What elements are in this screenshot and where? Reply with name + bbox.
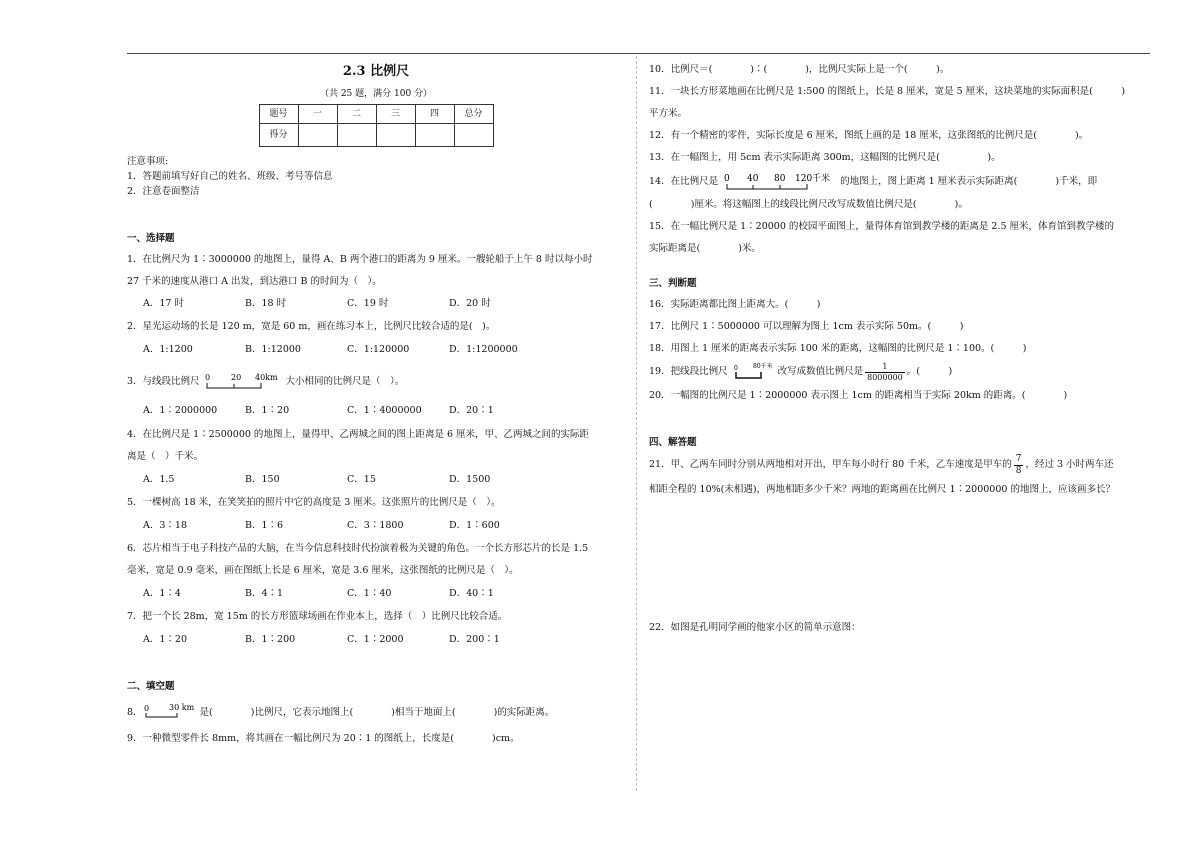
question-15: 15．在一幅比例尺是 1∶20000 的校园平面图上，量得体育馆到教学楼的距离是 2.5 厘米，体育馆到教学楼的 — [649, 221, 1115, 232]
question-2: 2．星光运动场的长是 120 m，宽是 60 m，画在练习本上，比例尺比较合适的是( )。 — [127, 321, 496, 332]
question-4: 4．在比例尺是 1∶2500000 的地图上，量得甲、乙两城之间的图上距离是 6 厘米，甲、乙两城之间的实际距 — [127, 429, 590, 440]
option[interactable]: C．1:120000 — [347, 344, 410, 355]
option[interactable]: A．1∶4 — [143, 588, 181, 599]
option[interactable]: C．1∶2000 — [347, 634, 404, 645]
question-8-number: 8． — [127, 707, 143, 718]
fraction-denominator: 8 — [1015, 465, 1022, 476]
options-q2 — [127, 344, 625, 356]
option[interactable]: B．1∶200 — [245, 634, 296, 645]
question-14-text: 的地图上，图上距离 1 厘米表示实际距离( )千米，即 — [840, 176, 1098, 187]
option[interactable]: A．1∶2000000 — [143, 405, 218, 416]
right-column — [649, 60, 1149, 634]
score-cell: 一 — [298, 105, 337, 124]
options-q3 — [127, 405, 625, 417]
score-cell: 三 — [376, 105, 415, 124]
scale-label: 40 — [747, 174, 759, 184]
option[interactable]: A．3∶18 — [143, 520, 187, 531]
question-5: 5．一棵树高 18 米，在笑笑拍的照片中它的高度是 3 厘米。这张照片的比例尺是（ ）。 — [127, 497, 501, 508]
scale-label: 0 — [143, 704, 149, 713]
line-scale-bar-q8 — [143, 703, 199, 723]
option[interactable]: D．1:1200000 — [449, 344, 518, 355]
option[interactable]: D．40∶1 — [449, 588, 494, 599]
fraction — [865, 362, 905, 383]
options-q6 — [127, 588, 625, 600]
option[interactable]: B．1∶6 — [245, 520, 284, 531]
scale-label: 120千米 — [795, 174, 831, 184]
score-input-cell[interactable] — [376, 124, 415, 147]
question-20: 20．一幅图的比例尺是 1∶2000000 表示图上 1cm 的距离相当于实际 20km 的距离。( ) — [649, 390, 1068, 401]
option[interactable]: D．1∶600 — [449, 520, 500, 531]
option[interactable]: D．20∶1 — [449, 405, 494, 416]
scale-label: 0 — [204, 373, 210, 382]
score-table-score-row — [259, 124, 493, 147]
score-table-header-row — [259, 105, 493, 124]
line-scale-bar-q3 — [203, 372, 283, 392]
option[interactable]: B．150 — [245, 474, 280, 485]
option[interactable]: A．1∶20 — [143, 634, 187, 645]
scale-label: 80千米 — [752, 363, 773, 370]
top-rule — [127, 53, 1150, 54]
score-input-cell[interactable] — [415, 124, 454, 147]
question-14-cont: ( )厘米。将这幅图上的线段比例尺改写成数值比例尺是( )。 — [649, 199, 968, 210]
fraction-numerator: 7 — [1015, 453, 1022, 464]
scale-label: 40km — [254, 373, 278, 382]
option[interactable]: B．1:12000 — [245, 344, 301, 355]
option[interactable]: B．1∶20 — [245, 405, 290, 416]
option[interactable]: A．1.5 — [143, 474, 175, 485]
question-21-cont: 相距全程的 10%(未相遇)，两地相距多少千米？两地的距离画在比例尺 1∶2000000 的地图上，应该画多长？ — [649, 484, 1115, 495]
question-14 — [649, 171, 1149, 193]
option[interactable]: B．18 时 — [245, 298, 287, 309]
options-q5 — [127, 520, 625, 532]
column-divider — [636, 56, 637, 791]
score-input-cell[interactable] — [454, 124, 493, 147]
section-heading: 四、解答题 — [649, 437, 697, 448]
fraction — [1014, 454, 1024, 477]
scale-label: 80 — [774, 174, 786, 184]
option[interactable]: D．20 时 — [449, 298, 491, 309]
score-input-cell[interactable] — [337, 124, 376, 147]
option[interactable]: C．3∶1800 — [347, 520, 404, 531]
notes-item: 1．答题前填写好自己的姓名、班级、考号等信息 — [127, 171, 333, 182]
option[interactable]: C．15 — [347, 474, 376, 485]
question-9: 9．一种微型零件长 8mm，将其画在一幅比例尺为 20∶1 的图纸上，长度是( )cm。 — [127, 733, 520, 744]
question-8-text: 是( )比例尺，它表示地图上( )相当于地面上( )的实际距离。 — [199, 707, 555, 718]
score-input-cell[interactable] — [298, 124, 337, 147]
fraction-numerator: 1 — [865, 362, 905, 373]
score-cell: 四 — [415, 105, 454, 124]
question-8 — [127, 703, 625, 723]
question-11-cont: 平方米。 — [649, 108, 688, 119]
question-11: 11．一块长方形菜地画在比例尺是 1:500 的图纸上，长是 8 厘米，宽是 5 厘米，这块菜地的实际面积是( ) — [649, 86, 1126, 97]
scale-label: 0 — [724, 174, 730, 184]
options-q4 — [127, 474, 625, 486]
score-table — [259, 104, 494, 147]
option[interactable]: A．1:1200 — [143, 344, 193, 355]
question-21-text: ，经过 3 小时两车还 — [1025, 459, 1114, 470]
question-21-text: 21．甲、乙两车同时分别从两地相对开出，甲车每小时行 80 千米，乙车速度是甲车的 — [649, 459, 1012, 470]
scale-label: 0 — [733, 365, 738, 372]
fraction-denominator: 8000000 — [867, 372, 903, 382]
score-cell: 总分 — [454, 105, 493, 124]
page-subtitle: （共 25 题，满分 100 分） — [319, 89, 433, 99]
question-13: 13．在一幅图上，用 5cm 表示实际距离 300m，这幅图的比例尺是( )。 — [649, 152, 1001, 163]
question-10: 10．比例尺＝( )∶( )，比例尺实际上是一个( )。 — [649, 64, 950, 75]
question-6-cont: 毫米，宽是 0.9 毫米，画在图纸上长是 6 厘米，宽是 3.6 厘米，这张图纸的比例尺是（ ）。 — [127, 565, 519, 576]
scale-label: 20 — [230, 373, 241, 382]
question-17: 17．比例尺 1∶5000000 可以理解为图上 1cm 表示实际 50m。( ) — [649, 321, 964, 332]
question-4-cont: 离是（ ）千米。 — [127, 451, 204, 462]
page-title: 2.3 比例尺 — [342, 64, 410, 79]
notes-item: 2．注意卷面整洁 — [127, 186, 200, 197]
score-cell: 得分 — [259, 124, 298, 147]
line-scale-bar-q19 — [731, 361, 775, 383]
question-3 — [127, 371, 625, 393]
option[interactable]: C．1∶40 — [347, 588, 392, 599]
question-19-text: 19．把线段比例尺 — [649, 366, 728, 377]
option[interactable]: C．1∶4000000 — [347, 405, 422, 416]
question-21 — [649, 454, 1149, 476]
question-19-text: 。( ) — [906, 366, 953, 377]
question-3-text: 大小相同的比例尺是（ ）。 — [285, 376, 405, 387]
line-scale-bar-q14 — [721, 171, 837, 193]
option[interactable]: D．1500 — [449, 474, 491, 485]
notes-title: 注意事项: — [127, 156, 169, 167]
option[interactable]: D．200∶1 — [449, 634, 500, 645]
option[interactable]: A．17 时 — [143, 298, 184, 309]
question-19-text: 改写成数值比例尺是 — [777, 366, 864, 377]
section-heading: 一、选择题 — [127, 233, 175, 244]
section-heading: 二、填空题 — [127, 681, 175, 692]
question-16: 16．实际距离都比图上距离大。( ) — [649, 299, 821, 310]
question-19 — [649, 361, 1149, 383]
question-7: 7．把一个长 28m，宽 15m 的长方形篮球场画在作业本上，选择（ ）比例尺比较合适。 — [127, 611, 508, 622]
question-1-cont: 27 千米的速度从港口 A 出发，到达港口 B 的时间为（ ）。 — [127, 276, 382, 287]
question-22: 22．如图是孔明同学画的他家小区的简单示意图： — [649, 622, 861, 633]
question-1: 1．在比例尺为 1∶3000000 的地图上，量得 A、B 两个港口的距离为 9 厘米。一艘轮船于上午 8 时以每小时 — [127, 254, 593, 265]
question-6: 6．芯片相当于电子科技产品的大脑，在当今信息科技时代扮演着极为关键的角色。一个长方形芯片的长是 1.5 — [127, 543, 589, 554]
question-18: 18．用图上 1 厘米的距离表示实际 100 米的距离，这幅图的比例尺是 1∶100。( ) — [649, 343, 1027, 354]
option[interactable]: B．4∶1 — [245, 588, 284, 599]
question-3-text: 3．与线段比例尺 — [127, 376, 200, 387]
option[interactable]: C．19 时 — [347, 298, 389, 309]
section-heading: 三、判断题 — [649, 278, 697, 289]
left-column — [127, 60, 625, 745]
score-cell: 题号 — [259, 105, 298, 124]
question-14-text: 14．在比例尺是 — [649, 176, 719, 187]
question-12: 12．有一个精密的零件，实际长度是 6 厘米，图纸上画的是 18 厘米，这张图纸的比例尺是( )。 — [649, 130, 1089, 141]
options-q7 — [127, 634, 625, 646]
scale-label: 30 km — [168, 703, 194, 712]
score-cell: 二 — [337, 105, 376, 124]
options-q1 — [127, 298, 625, 310]
question-15-cont: 实际距离是( )米。 — [649, 243, 761, 254]
